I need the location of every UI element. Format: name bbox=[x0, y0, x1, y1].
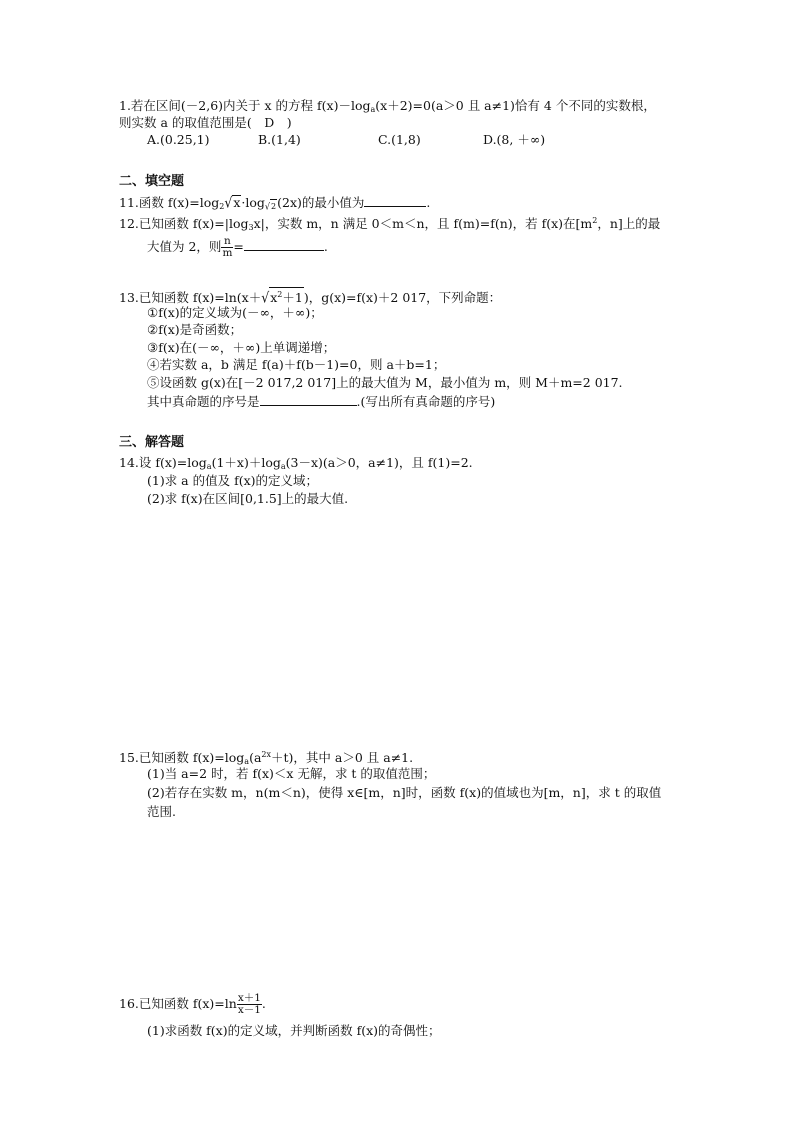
q1-option-b: B.(1,4) bbox=[258, 132, 301, 147]
q12-fraction bbox=[221, 236, 233, 259]
q16-part1: (1)求函数 f(x)的定义域，并判断函数 f(x)的奇偶性； bbox=[147, 1023, 441, 1038]
q13-item-2: ②f(x)是奇函数； bbox=[147, 322, 243, 337]
q1-option-c: C.(1,8) bbox=[378, 132, 421, 147]
q1-option-d: D.(8, ＋∞) bbox=[483, 132, 546, 147]
sqrt-symbol: √ bbox=[224, 193, 233, 212]
q1-line1-text: 1.若在区间(－2,6)内关于 x 的方程 f(x)－log bbox=[119, 98, 371, 113]
q13-item-1: ①f(x)的定义域为(－∞，＋∞)； bbox=[147, 305, 323, 320]
q1-line1-rest: (x＋2)=0(a＞0 且 a≠1)恰有 4 个不同的实数根， bbox=[375, 98, 656, 113]
sqrt-symbol: √ bbox=[261, 288, 270, 307]
section-solution-title: 三、解答题 bbox=[119, 435, 185, 450]
q15-log-base: a bbox=[244, 757, 250, 766]
q16-line1 bbox=[119, 990, 266, 1018]
q13-last-line bbox=[147, 393, 495, 410]
q14-line1-c: (3－x)(a＞0，a≠1)，且 f(1)=2. bbox=[285, 455, 473, 470]
q13-radicand-rest: ＋1 bbox=[282, 290, 303, 305]
q12-line2-a: 大值为 2，则 bbox=[147, 239, 222, 254]
q16-fraction bbox=[237, 993, 262, 1016]
q1-options bbox=[147, 132, 545, 148]
q11-end: . bbox=[426, 195, 431, 210]
q11-mid: ·log bbox=[241, 195, 265, 210]
q13-radicand: x bbox=[270, 290, 278, 305]
q1-option-a: A.(0.25,1) bbox=[147, 132, 210, 147]
q12-line2 bbox=[147, 234, 328, 260]
q14-part1: (1)求 a 的值及 f(x)的定义域； bbox=[147, 473, 319, 488]
q14-line1-b: (1＋x)＋log bbox=[211, 455, 281, 470]
q1-line2: 则实数 a 的取值范围是( D ) bbox=[119, 115, 292, 130]
q15-part1: (1)当 a=2 时，若 f(x)＜x 无解，求 t 的取值范围； bbox=[147, 766, 436, 781]
q11-answer-blank[interactable] bbox=[364, 194, 426, 207]
q16-line1-a: 16.已知函数 f(x)=ln bbox=[119, 996, 237, 1011]
q12-end: . bbox=[323, 239, 328, 254]
q11-radicand: x bbox=[233, 195, 241, 210]
q13-line1-b: )，g(x)=f(x)＋2 017，下列命题： bbox=[303, 290, 502, 305]
q15-line1-b: (a bbox=[249, 750, 262, 765]
q14-log-base-1: a bbox=[206, 462, 212, 471]
q12-line1 bbox=[119, 213, 660, 236]
q13-radical bbox=[269, 287, 304, 304]
q11-prefix: 11.函数 f(x)=log bbox=[119, 195, 220, 210]
q14-line1 bbox=[119, 455, 473, 475]
section-fill-in-title: 二、填空题 bbox=[119, 174, 185, 189]
q12-answer-blank[interactable] bbox=[244, 238, 324, 251]
q11-log-base: 2 bbox=[219, 202, 225, 211]
q12-equals: = bbox=[233, 239, 244, 254]
q14-line1-a: 14.设 f(x)=log bbox=[119, 455, 207, 470]
q13-item-5: ⑤设函数 g(x)在[－2 017,2 017]上的最大值为 M，最小值为 m，则 M＋m=2 017. bbox=[147, 375, 623, 390]
q14-log-base-2: a bbox=[280, 462, 286, 471]
q11-sqrt2-radicand: 2 bbox=[270, 199, 277, 213]
q13-answer-blank[interactable] bbox=[260, 393, 357, 406]
q13-radicand-exponent: 2 bbox=[277, 290, 283, 299]
q13-last-a: 其中真命题的序号是 bbox=[147, 394, 260, 409]
q12-line1-b: x|，实数 m，n 满足 0＜m＜n，且 f(m)=f(n)，若 f(x)在[m bbox=[253, 216, 593, 231]
q13-last-b: .(写出所有真命题的序号) bbox=[356, 394, 496, 409]
q16-frac-den: x－1 bbox=[237, 1004, 261, 1016]
q12-frac-den: m bbox=[222, 247, 233, 259]
q12-line1-c: ，n]上的最 bbox=[597, 216, 661, 231]
q12-log-base: 3 bbox=[248, 223, 254, 232]
q15-line1-a: 15.已知函数 f(x)=log bbox=[119, 750, 245, 765]
q12-line1-a: 12.已知函数 f(x)=|log bbox=[119, 216, 249, 231]
q1-log-base: a bbox=[370, 105, 376, 114]
q13-item-4: ④若实数 a，b 满足 f(a)＋f(b－1)=0，则 a＋b=1； bbox=[147, 357, 446, 372]
q11-arg: (2x)的最小值为 bbox=[277, 195, 365, 210]
q12-exponent: 2 bbox=[592, 216, 598, 225]
q12-frac-num: n bbox=[221, 236, 233, 248]
q11-line bbox=[119, 194, 430, 215]
sqrt-symbol: √ bbox=[264, 201, 271, 212]
q15-part2: (2)若存在实数 m，n(m＜n)，使得 x∈[m，n]时，函数 f(x)的值域也为[m，n]，求 t 的取值 bbox=[147, 785, 662, 800]
q13-line1-a: 13.已知函数 f(x)=ln(x＋ bbox=[119, 290, 262, 305]
q16-frac-num: x＋1 bbox=[237, 992, 261, 1004]
q14-part2: (2)求 f(x)在区间[0,1.5]上的最大值. bbox=[147, 491, 349, 506]
q15-part2-cont: 范围. bbox=[147, 804, 176, 819]
q16-end: . bbox=[261, 996, 266, 1011]
q11-sqrt2-base bbox=[265, 202, 277, 211]
q13-line1 bbox=[119, 287, 501, 306]
q15-line1-c: ＋t)，其中 a＞0 且 a≠1. bbox=[271, 750, 414, 765]
q15-exponent: 2x bbox=[261, 750, 272, 759]
q13-item-3: ③f(x)在(－∞，＋∞)上单调递增； bbox=[147, 340, 336, 355]
